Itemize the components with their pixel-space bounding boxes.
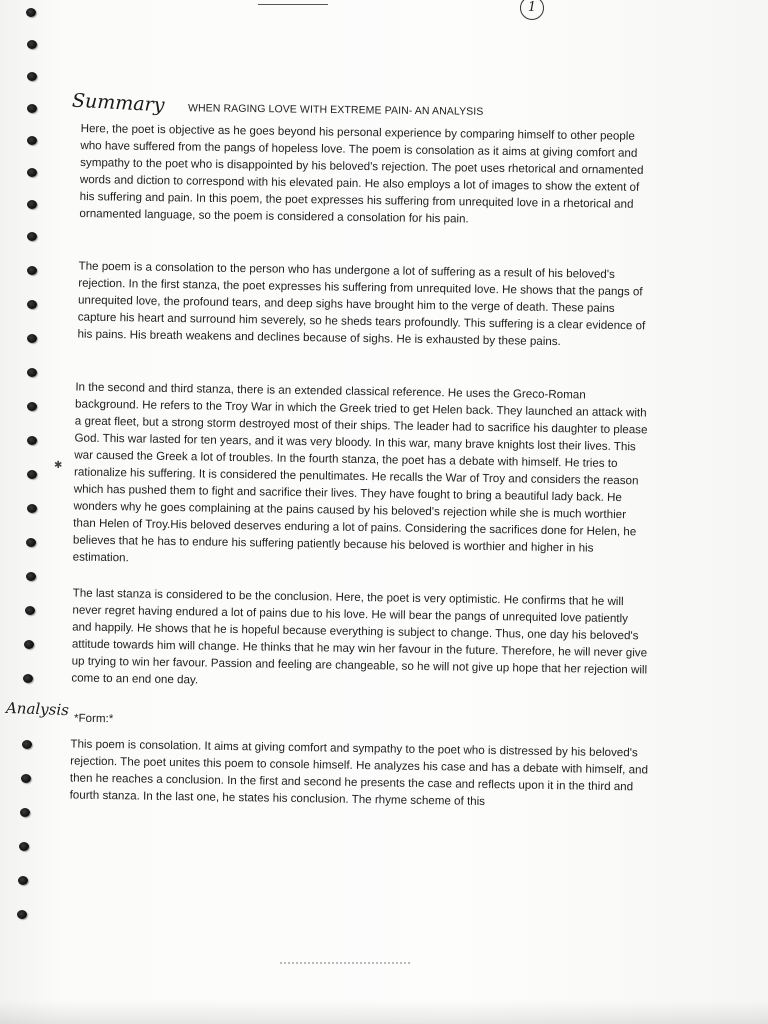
- binder-hole-icon: [27, 300, 37, 309]
- binder-hole-icon: [27, 402, 37, 411]
- paragraph-2: The poem is a consolation to the person who has undergone a lot of suffering as a result of his beloved's rejection. In the first stanza, the poet expresses his suffering from unrequited love. He shows that the pangs of unrequited love, the profound tears, and deep sighs have brought him to the verge of death. These pains capture his heart and surround him severely, so he sheds tears profoundly. This suffering is a clear evidence of his pains. His breath weakens and declines because of sighs. He is exhausted by these pains.: [77, 259, 646, 349]
- margin-label-analysis: Analysis: [5, 698, 70, 720]
- binder-hole-icon: [26, 538, 36, 547]
- binder-hole-icon: [24, 640, 34, 649]
- binder-hole-icon: [27, 504, 37, 513]
- binder-hole-icon: [21, 774, 31, 783]
- paragraph-5: This poem is consolation. It aims at giving comfort and sympathy to the poet who is distressed by his beloved's rejection. The poet unites this poem to console himself. He analyzes his case and has a debate with himself, and then he reaches a conclusion. In the first and second he presents the case and reflects upon it in the third and fourth stanza. In the last one, he states his conclusion. The rhyme scheme of this: [69, 737, 649, 808]
- binder-hole-icon: [18, 876, 28, 885]
- binder-hole-icon: [19, 842, 29, 851]
- binder-hole-icon: [27, 266, 37, 275]
- paragraph-4: The last stanza is considered to be the conclusion. Here, the poet is very optimistic. He confirms that he will never regret having endured a lot of pains due to his love. He will bear the pangs of unrequited love patiently and happily. He shows that he is hopeful because everything is subject to change. Thus, one day his beloved's attitude towards him will change. He thinks that he may win her favour in the future. Therefore, he will never give up trying to win her favour. Passion and feeling are changeable, so he will not give up hope that her rejection will come to an end one day.: [71, 586, 648, 687]
- binder-hole-icon: [17, 910, 27, 919]
- binder-hole-icon: [27, 168, 37, 177]
- binder-hole-icon: [27, 368, 37, 377]
- top-pen-line: [258, 4, 328, 5]
- binder-hole-icon: [27, 334, 37, 343]
- binder-hole-icon: [27, 200, 37, 209]
- binder-hole-icon: [27, 136, 37, 145]
- binder-hole-icon: [25, 606, 35, 615]
- page-crease: [0, 1000, 768, 1024]
- dotted-mark: [280, 962, 410, 964]
- binder-hole-icon: [27, 436, 37, 445]
- paragraph-1: Here, the poet is objective as he goes beyond his personal experience by comparing himself to other people who have suffered from the pangs of hopeless love. The poem is consolation as it aims at giving comfort and sympathy to the poet who is disappointed by his beloved's rejection. The poet uses rhetorical and ornamented words and diction to correspond with his elevated pain. He also employs a lot of images to show the extent of his suffering and pain. In this poem, the poet expresses his suffering from unrequited love in a rhetorical and ornamented language, so the poem is considered a consolation for his pain.: [79, 122, 644, 226]
- page-number: 1: [520, 0, 544, 20]
- binder-hole-icon: [23, 674, 33, 683]
- binder-hole-icon: [27, 232, 37, 241]
- document-title: WHEN RAGING LOVE WITH EXTREME PAIN- AN ANALYSIS: [187, 102, 484, 118]
- binder-hole-icon: [27, 40, 37, 49]
- binder-holes: [12, 0, 42, 1024]
- form-heading: *Form:*: [73, 711, 114, 726]
- binder-hole-icon: [20, 808, 30, 817]
- binder-hole-icon: [27, 104, 37, 113]
- asterisk-mark: ✱: [54, 460, 63, 471]
- binder-hole-icon: [27, 72, 37, 81]
- binder-hole-icon: [27, 470, 37, 479]
- binder-hole-icon: [26, 8, 36, 17]
- binder-hole-icon: [22, 740, 32, 749]
- binder-hole-icon: [26, 572, 36, 581]
- paragraph-3: In the second and third stanza, there is an extended classical reference. He uses the Greco-Roman background. He refers to the Troy War in which the Greek tried to get Helen back. They launched an attack with a great fleet, but a strong storm destroyed most of their ships. The leader had to sacrifice his daughter to please God. This war lasted for ten years, and it was very bloody. In this war, many brave knights lost their lives. This war caused the Greek a lot of troubles. In the fourth stanza, the poet has a debate with himself. He tries to rationalize his suffering. It is considered the penultimates. He recalls the War of Troy and considers the reason which has pushed them to fight and sacrifice their lives. They have fought to bring a beautiful lady back. He wonders why he goes complaining at the pains caused by his beloved's rejection while she is much worthier than Helen of Troy.His beloved deserves enduring a lot of pains. Considering the sacrifices done for Helen, he believes that he has to endure his suffering patiently because his beloved is worthier and higher in his estimation.: [72, 380, 648, 565]
- margin-label-summary: Summary: [71, 89, 165, 117]
